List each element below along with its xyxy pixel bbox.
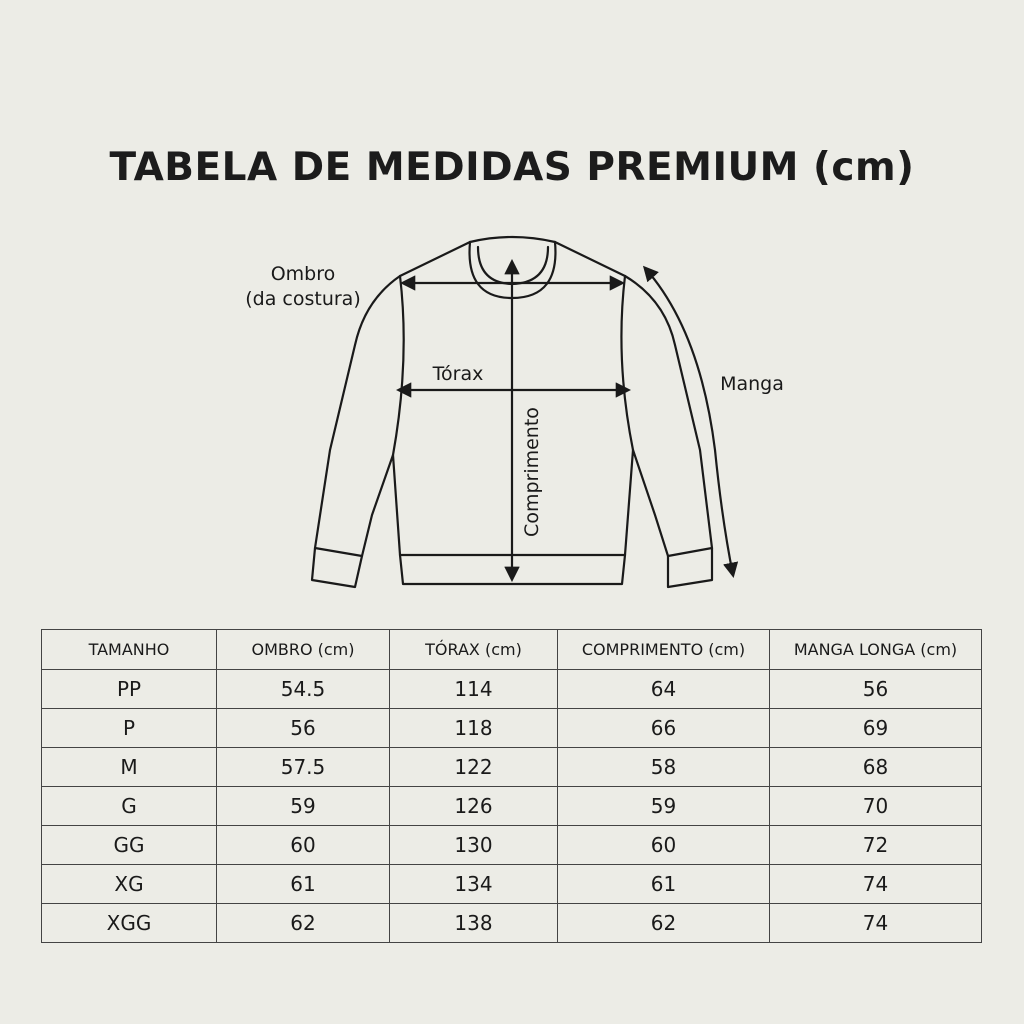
cell-sleeve: 56	[770, 670, 982, 709]
cell-chest: 126	[390, 787, 558, 826]
cell-shoulder: 61	[217, 865, 390, 904]
cell-size: M	[42, 748, 217, 787]
cell-sleeve: 72	[770, 826, 982, 865]
table-row	[42, 748, 982, 787]
cell-length: 64	[558, 670, 770, 709]
sleeve-arrow	[645, 268, 733, 575]
cell-size: XG	[42, 865, 217, 904]
size-table	[41, 629, 982, 943]
chest-label: Tórax	[432, 363, 484, 385]
cell-shoulder: 59	[217, 787, 390, 826]
cell-sleeve: 74	[770, 904, 982, 943]
shoulder-sublabel: (da costura)	[245, 288, 361, 310]
cell-sleeve: 69	[770, 709, 982, 748]
page-title: TABELA DE MEDIDAS PREMIUM (cm)	[109, 145, 915, 190]
table-header-row	[42, 630, 982, 670]
table-row	[42, 670, 982, 709]
cell-sleeve: 70	[770, 787, 982, 826]
cell-sleeve: 74	[770, 865, 982, 904]
cell-shoulder: 54.5	[217, 670, 390, 709]
cell-size: XGG	[42, 904, 217, 943]
length-label: Comprimento	[521, 407, 543, 537]
header-size: TAMANHO	[42, 630, 217, 670]
cell-length: 66	[558, 709, 770, 748]
cell-length: 60	[558, 826, 770, 865]
cell-chest: 138	[390, 904, 558, 943]
cell-chest: 130	[390, 826, 558, 865]
table-row	[42, 826, 982, 865]
cell-sleeve: 68	[770, 748, 982, 787]
cell-size: PP	[42, 670, 217, 709]
cell-shoulder: 62	[217, 904, 390, 943]
cell-size: G	[42, 787, 217, 826]
header-sleeve: MANGA LONGA (cm)	[770, 630, 982, 670]
header-shoulder: OMBRO (cm)	[217, 630, 390, 670]
cell-chest: 122	[390, 748, 558, 787]
cell-size: GG	[42, 826, 217, 865]
table-row	[42, 865, 982, 904]
table-row	[42, 709, 982, 748]
sleeve-label: Manga	[720, 373, 784, 395]
cell-length: 59	[558, 787, 770, 826]
measurement-arrows	[399, 262, 733, 579]
cell-shoulder: 56	[217, 709, 390, 748]
header-length: COMPRIMENTO (cm)	[558, 630, 770, 670]
cell-chest: 134	[390, 865, 558, 904]
cell-length: 61	[558, 865, 770, 904]
header-chest: TÓRAX (cm)	[390, 630, 558, 670]
cell-chest: 118	[390, 709, 558, 748]
cell-chest: 114	[390, 670, 558, 709]
cell-length: 62	[558, 904, 770, 943]
cell-size: P	[42, 709, 217, 748]
cell-shoulder: 60	[217, 826, 390, 865]
shoulder-label: Ombro	[270, 263, 336, 285]
table-row	[42, 904, 982, 943]
cell-length: 58	[558, 748, 770, 787]
table-row	[42, 787, 982, 826]
cell-shoulder: 57.5	[217, 748, 390, 787]
